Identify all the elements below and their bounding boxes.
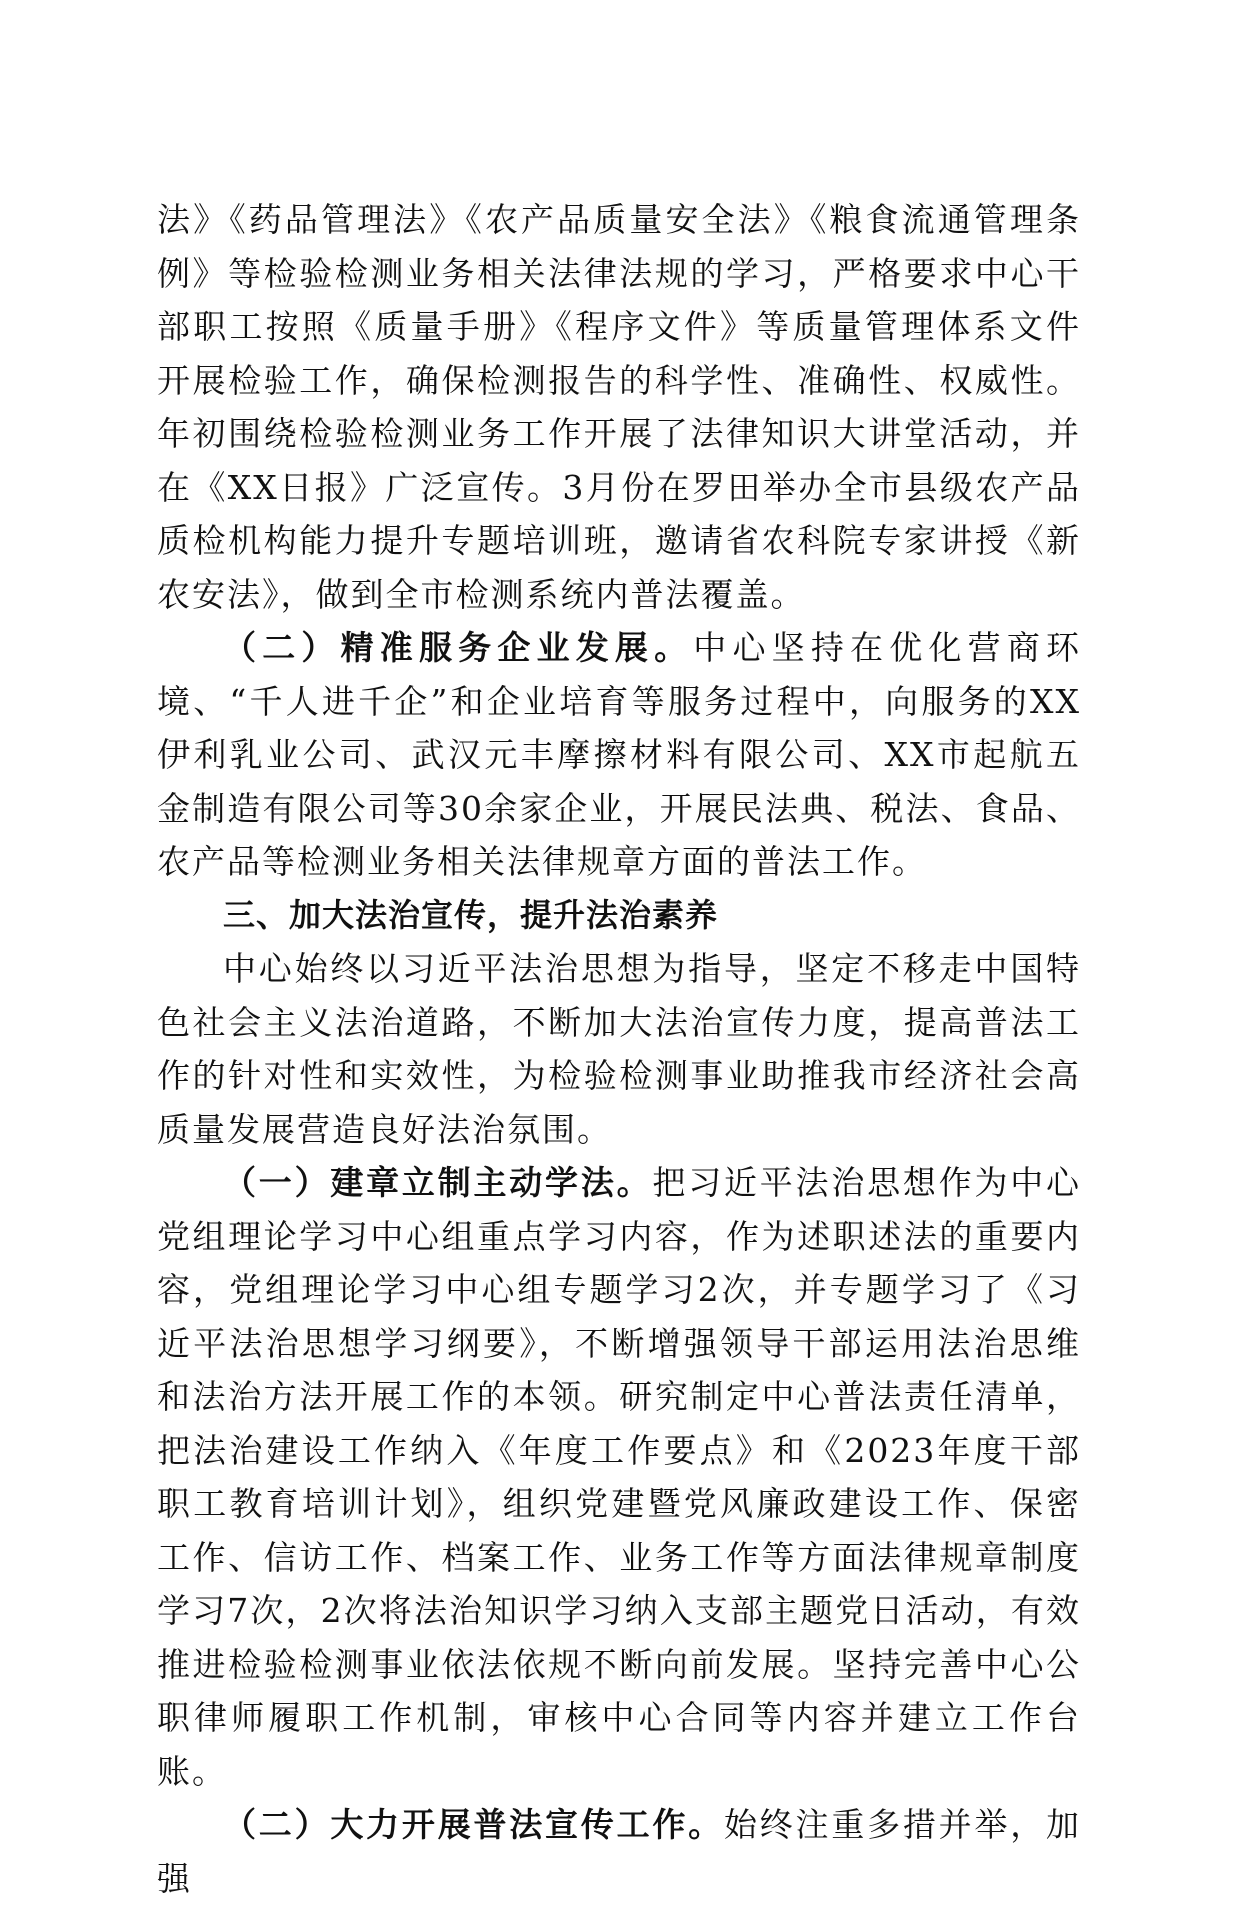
paragraph-regulations — [157, 1156, 1081, 1798]
paragraph-section-3-intro: 中心始终以习近平法治思想为指导，坚定不移走中国特色社会主义法治道路，不断加大法治宣传力度，提高普法工作的针对性和实效性，为检验检测事业助推我市经济社会高质量发展营造良好法治氛围。 — [157, 949, 1081, 1149]
paragraph-publicity — [157, 1798, 1081, 1905]
paragraph-regulations-body: 把习近平法治思想作为中心党组理论学习中心组重点学习内容，作为述职述法的重要内容，党组理论学习中心组专题学习2次，并专题学习了《习近平法治思想学习纲要》，不断增强领导干部运用法治思维和法治方法开展工作的本领。研究制定中心普法责任清单，把法治建设工作纳入《年度工作要点》和《2023年度干部职工教育培训计划》，组织党建暨党风廉政建设工作、保密工作、信访工作、档案工作、业务工作等方面法律规章制度学习7次，2次将法治知识学习纳入支部主题党日活动，有效推进检验检测事业依法依规不断向前发展。坚持完善中心公职律师履职工作机制，审核中心合同等内容并建立工作台账。 — [157, 1163, 1082, 1791]
subheading-enterprise-service: （二）精准服务企业发展。 — [223, 628, 694, 667]
paragraph-publicity-body: 始终注重多措并举，加强 — [157, 1805, 1082, 1898]
paragraph-law-study: 法》《药品管理法》《农产品质量安全法》《粮食流通管理条例》等检验检测业务相关法律法规的学习，严格要求中心干部职工按照《质量手册》《程序文件》等质量管理体系文件开展检验工作，确保检测报告的科学性、准确性、权威性。年初围绕检验检测业务工作开展了法律知识大讲堂活动，并在《XX日报》广泛宣传。3月份在罗田举办全市县级农产品质检机构能力提升专题培训班，邀请省农科院专家讲授《新农安法》，做到全市检测系统内普法覆盖。 — [157, 200, 1081, 614]
paragraph-enterprise-service-body: 中心坚持在优化营商环境、“千人进千企”和企业培育等服务过程中，向服务的XX伊利乳业公司、武汉元丰摩擦材料有限公司、XX市起航五金制造有限公司等30余家企业，开展民法典、税法、食品、农产品等检测业务相关法律规章方面的普法工作。 — [157, 628, 1082, 881]
paragraph-enterprise-service — [157, 621, 1081, 889]
section-heading-3: 三、加大法治宣传，提升法治素养 — [223, 895, 719, 934]
subheading-regulations: （一）建章立制主动学法。 — [223, 1163, 653, 1202]
subheading-publicity: （二）大力开展普法宣传工作。 — [223, 1805, 724, 1844]
document-page — [157, 193, 1081, 1905]
